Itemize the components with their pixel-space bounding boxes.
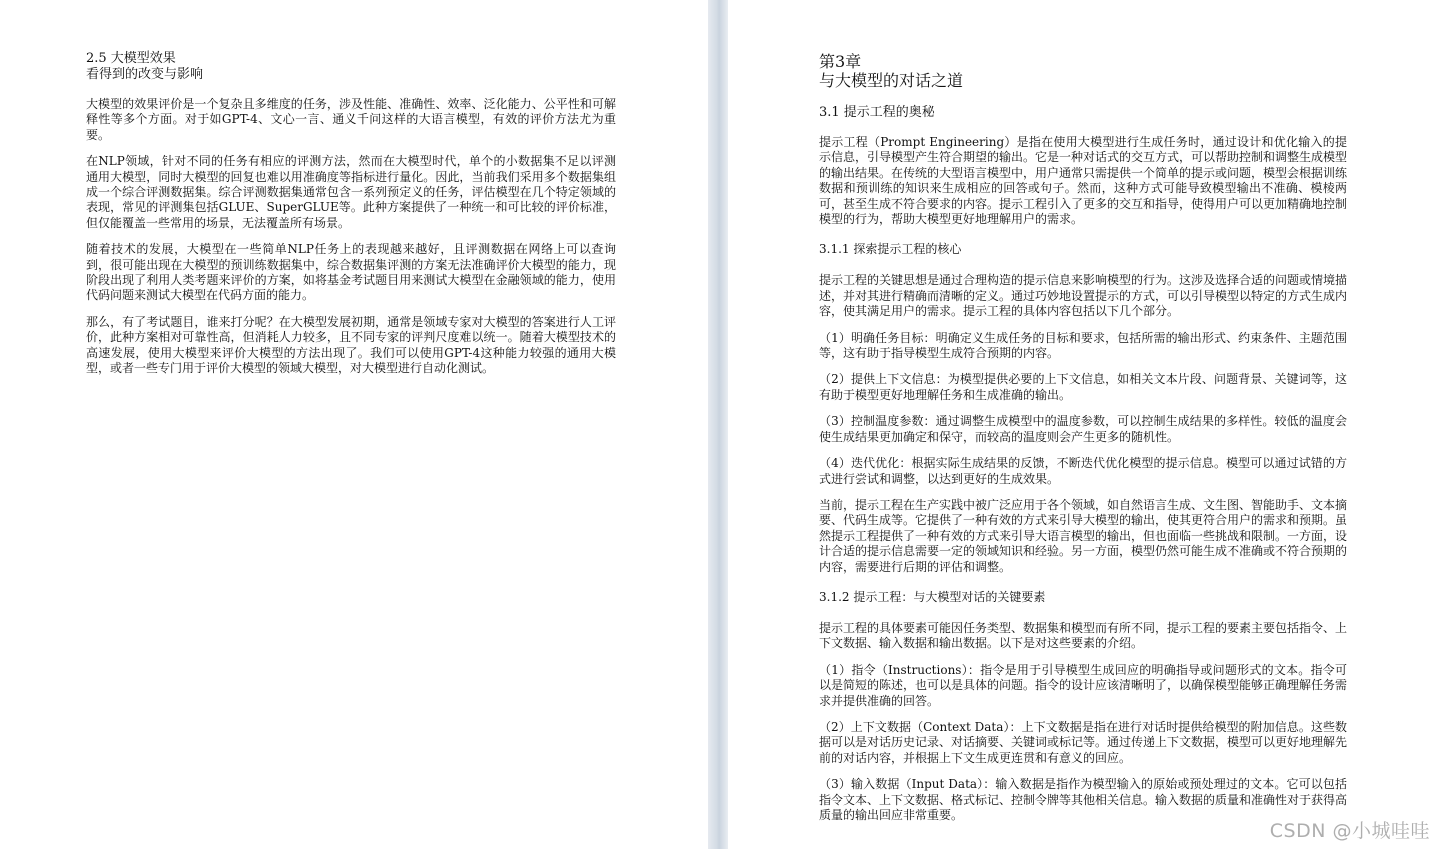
paragraph: 随着技术的发展，大模型在一些简单NLP任务上的表现越来越好，且评测数据在网络上可以查询到，很可能出现在大模型的预训练数据集中，综合数据集评测的方案无法准确评价大模型的能力，现阶段出现了利用人类考题来评价的方案，如将基金考试题目用来测试大模型在金融领域的能力，使用代码问题来测试大模型在代码方面的能力。 bbox=[86, 242, 616, 303]
right-page-content bbox=[819, 52, 1347, 834]
paragraph: 提示工程的关键思想是通过合理构造的提示信息来影响模型的行为。这涉及选择合适的问题或情境描述，并对其进行精确而清晰的定义。通过巧妙地设置提示的方式，可以引导模型以特定的方式生成内容，使其满足用户的需求。提示工程的具体内容包括以下几个部分。 bbox=[819, 273, 1348, 319]
paragraph: 提示工程（Prompt Engineering）是指在使用大模型进行生成任务时，通过设计和优化输入的提示信息，引导模型产生符合期望的输出。它是一种对话式的交互方式，可以帮助控制和调整生成模型的输出结果。在传统的大型语言模型中，用户通常只需提供一个简单的提示或问题，模型会根据训练数据和预训练的知识来生成相应的回答或句子。然而，这种方式可能导致模型输出不准确、模棱两可，甚至生成不符合要求的内容。提示工程引入了更多的交互和指导，使得用户可以更加精确地控制模型的行为，帮助大模型更好地理解用户的需求。 bbox=[819, 135, 1348, 227]
list-item: （1）指令（Instructions）：指令是用于引导模型生成回应的明确指导或问题形式的文本。指令可以是简短的陈述，也可以是具体的问题。指令的设计应该清晰明了，以确保模型能够正确理解任务需求并提供准确的回答。 bbox=[819, 662, 1348, 708]
paragraph: 在NLP领域，针对不同的任务有相应的评测方法，然而在大模型时代，单个的小数据集不足以评测通用大模型，同时大模型的回复也难以用准确度等指标进行量化。因此，当前我们采用多个数据集组成一个综合评测数据集。综合评测数据集通常包含一系列预定义的任务，评估模型在几个特定领域的表现，常见的评测集包括GLUE、SuperGLUE等。此种方案提供了一种统一和可比较的评价标准，但仅能覆盖一些常用的场景，无法覆盖所有场景。 bbox=[86, 154, 616, 230]
paragraph: 大模型的效果评价是一个复杂且多维度的任务，涉及性能、准确性、效率、泛化能力、公平性和可解释性等多个方面。对于如GPT-4、文心一言、通义千问这样的大语言模型，有效的评价方法尤为重要。 bbox=[86, 97, 616, 142]
section-title: 2.5 大模型效果 bbox=[86, 51, 176, 66]
left-page bbox=[0, 0, 708, 849]
chapter-title: 与大模型的对话之道 bbox=[819, 71, 964, 90]
page-gutter bbox=[708, 0, 728, 849]
section-heading-3-1: 3.1 提示工程的奥秘 bbox=[819, 105, 935, 120]
paragraph: 当前，提示工程在生产实践中被广泛应用于各个领域，如自然语言生成、文生图、智能助手、文本摘要、代码生成等。它提供了一种有效的方式来引导大模型的输出，使其更符合用户的需求和预期。虽然提示工程提供了一种有效的方式来引导大语言模型的输出，但也面临一些挑战和限制。一方面，设计合适的提示信息需要一定的领域知识和经验。另一方面，模型仍然可能生成不准确或不符合预期的内容，需要进行后期的评估和调整。 bbox=[819, 497, 1348, 574]
paragraph: 那么，有了考试题目，谁来打分呢？在大模型发展初期，通常是领域专家对大模型的答案进行人工评价，此种方案相对可靠性高，但消耗人力较多，且不同专家的评判尺度难以统一。随着大模型技术的高速发展，使用大模型来评价大模型的方法出现了。我们可以使用GPT-4这种能力较强的通用大模型，或者一些专门用于评价大模型的领域大模型，对大模型进行自动化测试。 bbox=[86, 314, 616, 376]
list-item: （3）控制温度参数：通过调整生成模型中的温度参数，可以控制生成结果的多样性。较低的温度会使生成结果更加确定和保守，而较高的温度则会产生更多的随机性。 bbox=[819, 414, 1347, 444]
list-item: （4）迭代优化：根据实际生成结果的反馈，不断迭代优化模型的提示信息。模型可以通过试错的方式进行尝试和调整，以达到更好的生成效果。 bbox=[819, 456, 1347, 486]
list-item: （2）上下文数据（Context Data）：上下文数据是指在进行对话时提供给模型的附加信息。这些数据可以是对话历史记录、对话摘要、关键词或标记等。通过传递上下文数据，模型可以更好地理解先前的对话内容，并根据上下文生成更连贯和有意义的回应。 bbox=[819, 719, 1348, 765]
section-heading-3-1-1: 3.1.1 探索提示工程的核心 bbox=[819, 242, 962, 257]
paragraph: 提示工程的具体要素可能因任务类型、数据集和模型而有所不同，提示工程的要素主要包括指令、上下文数据、输入数据和输出数据。以下是对这些要素的介绍。 bbox=[819, 620, 1348, 651]
left-page-content bbox=[86, 51, 616, 388]
list-item: （3）输入数据（Input Data）：输入数据是指作为模型输入的原始或预处理过的文本。它可以包括指令文本、上下文数据、格式标记、控制令牌等其他相关信息。输入数据的质量和准确性对于获得高质量的输出回应非常重要。 bbox=[819, 777, 1348, 822]
section-heading-3-1-2: 3.1.2 提示工程：与大模型对话的关键要素 bbox=[819, 589, 1046, 604]
list-item: （1）明确任务目标：明确定义生成任务的目标和要求，包括所需的输出形式、约束条件、主题范围等，这有助于指导模型生成符合预期的内容。 bbox=[819, 330, 1347, 361]
section-subtitle: 看得到的改变与影响 bbox=[86, 67, 204, 82]
list-item: （2）提供上下文信息：为模型提供必要的上下文信息，如相关文本片段、问题背景、关键词等，这有助于模型更好地理解任务和生成准确的输出。 bbox=[819, 372, 1347, 402]
right-page bbox=[728, 0, 1438, 849]
watermark: CSDN @小城哇哇 bbox=[1269, 820, 1430, 842]
chapter-number: 第3章 bbox=[819, 52, 862, 71]
